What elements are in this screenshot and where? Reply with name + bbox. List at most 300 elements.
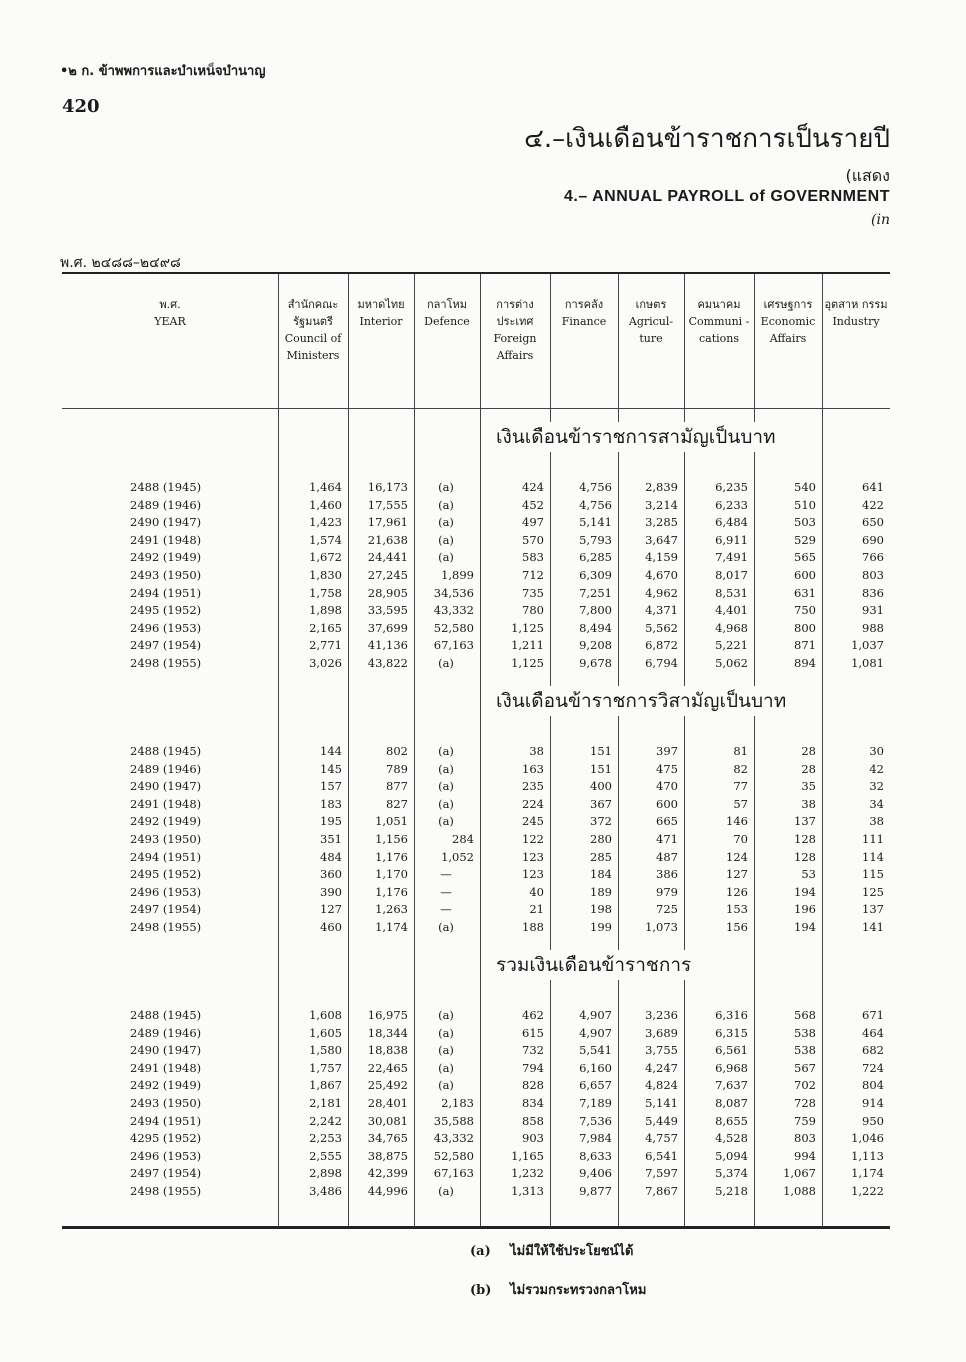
value-cell: 1,051: [375, 814, 408, 829]
value-cell: (a): [438, 1025, 454, 1040]
value-cell: 803: [862, 568, 884, 582]
value-cell: 690: [862, 532, 884, 547]
value-cell: 34: [869, 796, 884, 811]
value-cell: (a): [438, 814, 454, 829]
table-row: [62, 760, 890, 778]
table-row: [62, 1094, 890, 1112]
value-cell: 137: [794, 814, 816, 829]
column-header-thai: คมนาคม: [697, 298, 741, 311]
table-row: [62, 812, 890, 830]
section-title: เงินเดือนข้าราชการวิสามัญเป็นบาท: [492, 686, 790, 716]
year-cell: 2492 (1949): [130, 550, 202, 565]
value-cell: 671: [862, 1008, 884, 1022]
value-cell: 4,401: [715, 603, 748, 618]
value-cell: 53: [801, 867, 816, 882]
table-row: [62, 1041, 890, 1059]
value-cell: 153: [726, 902, 748, 917]
value-cell: 877: [386, 779, 408, 794]
value-cell: 2,771: [309, 638, 342, 653]
value-cell: 284: [452, 832, 474, 846]
value-cell: 127: [320, 902, 342, 917]
table-row: [62, 777, 890, 795]
value-cell: 931: [862, 603, 884, 618]
value-cell: 3,026: [309, 656, 342, 670]
value-cell: 43,332: [433, 603, 474, 618]
value-cell: 21: [529, 902, 544, 917]
year-cell: 2494 (1951): [130, 585, 202, 600]
value-cell: 42: [869, 761, 884, 776]
value-cell: 43,332: [433, 1131, 474, 1146]
column-header-thai: มหาดไทย: [357, 298, 405, 311]
value-cell: 641: [862, 480, 884, 494]
value-cell: 1,423: [309, 515, 342, 530]
column-header: [754, 296, 822, 347]
value-cell: 285: [590, 849, 612, 864]
value-cell: 5,094: [715, 1148, 748, 1163]
table-row: [62, 1147, 890, 1165]
value-cell: 750: [794, 603, 816, 618]
column-header-english: Council of Ministers: [284, 332, 342, 362]
value-cell: 460: [320, 920, 342, 934]
value-cell: 682: [862, 1043, 884, 1058]
value-cell: 2,165: [309, 620, 342, 635]
value-cell: 7,189: [579, 1096, 612, 1110]
table-row: [62, 742, 890, 760]
value-cell: 1,460: [309, 497, 342, 512]
value-cell: 7,800: [579, 603, 612, 618]
value-cell: 24,441: [367, 550, 408, 565]
value-cell: 979: [656, 884, 678, 899]
value-cell: 127: [726, 867, 748, 882]
footnote-text: ไม่มีให้ใช้ประโยชน์ได้: [510, 1244, 634, 1259]
value-cell: 9,877: [579, 1184, 612, 1198]
value-cell: 22,465: [367, 1060, 408, 1075]
table-row: [62, 1006, 890, 1024]
value-cell: 802: [386, 744, 408, 758]
value-cell: 988: [862, 620, 884, 635]
table-row: [62, 636, 890, 654]
value-cell: 2,183: [441, 1096, 474, 1110]
footnotes: [470, 1240, 646, 1318]
value-cell: 1,313: [511, 1184, 544, 1198]
value-cell: 125: [862, 884, 884, 899]
value-cell: 8,633: [579, 1148, 612, 1163]
value-cell: 6,285: [579, 550, 612, 565]
value-cell: 1,176: [375, 884, 408, 899]
value-cell: 18,838: [367, 1043, 408, 1058]
value-cell: 487: [656, 849, 678, 864]
value-cell: 4,962: [645, 585, 678, 600]
value-cell: 2,898: [309, 1166, 342, 1181]
table-row: [62, 1076, 890, 1094]
value-cell: 600: [656, 796, 678, 811]
column-header: [684, 296, 754, 347]
value-cell: —: [440, 902, 452, 917]
value-cell: 17,961: [367, 515, 408, 530]
year-cell: 2490 (1947): [130, 515, 202, 530]
year-cell: 2490 (1947): [130, 779, 202, 794]
value-cell: 67,163: [433, 638, 474, 653]
value-cell: 122: [522, 832, 544, 846]
value-cell: 1,757: [309, 1060, 342, 1075]
table-row: [62, 584, 890, 602]
value-cell: 70: [733, 832, 748, 846]
column-header-english: Defence: [424, 315, 470, 328]
value-cell: 6,315: [715, 1025, 748, 1040]
value-cell: 422: [862, 497, 884, 512]
value-cell: 1,125: [511, 620, 544, 635]
column-header-english: Industry: [832, 315, 880, 328]
value-cell: 6,484: [715, 515, 748, 530]
value-cell: 568: [794, 1008, 816, 1022]
value-cell: 4,824: [645, 1078, 678, 1093]
value-cell: (a): [438, 1184, 454, 1198]
value-cell: 4,247: [645, 1060, 678, 1075]
value-cell: 1,156: [375, 832, 408, 846]
value-cell: 5,562: [645, 620, 678, 635]
column-header: [822, 296, 890, 330]
value-cell: 360: [320, 867, 342, 882]
value-cell: 462: [522, 1008, 544, 1022]
value-cell: 538: [794, 1025, 816, 1040]
value-cell: 903: [522, 1131, 544, 1146]
value-cell: 5,793: [579, 532, 612, 547]
value-cell: 16,975: [367, 1008, 408, 1022]
value-cell: 570: [522, 532, 544, 547]
value-cell: 800: [794, 620, 816, 635]
value-cell: 828: [522, 1078, 544, 1093]
value-cell: 871: [794, 638, 816, 653]
header-divider: [62, 408, 890, 409]
year-cell: 2493 (1950): [130, 1096, 202, 1110]
value-cell: 1,113: [851, 1148, 884, 1163]
table-row: [62, 865, 890, 883]
value-cell: (a): [438, 1078, 454, 1093]
value-cell: 3,214: [645, 497, 678, 512]
value-cell: 6,309: [579, 568, 612, 582]
value-cell: 194: [794, 884, 816, 899]
column-header-english: Finance: [561, 315, 607, 328]
value-cell: 2,555: [309, 1148, 342, 1163]
column-header-english: YEAR: [154, 315, 186, 328]
year-cell: 2496 (1953): [130, 620, 202, 635]
value-cell: (a): [438, 779, 454, 794]
value-cell: 1,052: [441, 849, 474, 864]
value-cell: 1,176: [375, 849, 408, 864]
value-cell: 950: [862, 1113, 884, 1128]
value-cell: 510: [794, 497, 816, 512]
value-cell: 1,574: [309, 532, 342, 547]
value-cell: 1,232: [511, 1166, 544, 1181]
value-cell: —: [440, 884, 452, 899]
column-header: [62, 296, 278, 330]
value-cell: 157: [320, 779, 342, 794]
value-cell: 503: [794, 515, 816, 530]
value-cell: 224: [522, 796, 544, 811]
value-cell: 128: [794, 832, 816, 846]
value-cell: 6,235: [715, 480, 748, 494]
value-cell: 5,449: [645, 1113, 678, 1128]
value-cell: 665: [656, 814, 678, 829]
table-row: [62, 513, 890, 531]
value-cell: 1,088: [783, 1184, 816, 1198]
value-cell: 1,605: [309, 1025, 342, 1040]
value-cell: 123: [522, 849, 544, 864]
value-cell: 30,081: [367, 1113, 408, 1128]
table-row: [62, 654, 890, 672]
value-cell: 28: [801, 761, 816, 776]
payroll-table: [62, 272, 890, 1229]
value-cell: 6,160: [579, 1060, 612, 1075]
value-cell: 82: [733, 761, 748, 776]
value-cell: 702: [794, 1078, 816, 1093]
table-row: [62, 566, 890, 584]
value-cell: 77: [733, 779, 748, 794]
value-cell: 1,170: [375, 867, 408, 882]
value-cell: 452: [522, 497, 544, 512]
year-cell: 2496 (1953): [130, 884, 202, 899]
value-cell: 115: [862, 867, 884, 882]
value-cell: 33,595: [367, 603, 408, 618]
value-cell: (a): [438, 1008, 454, 1022]
table-row: [62, 900, 890, 918]
table-title-thai: ๔.–เงินเดือนข้าราชการเป็นรายปี: [524, 124, 890, 154]
value-cell: 1,211: [511, 638, 544, 653]
value-cell: 1,758: [309, 585, 342, 600]
year-cell: 2489 (1946): [130, 761, 202, 776]
value-cell: 1,067: [783, 1166, 816, 1181]
column-header-english: Foreign Affairs: [493, 332, 537, 362]
value-cell: 567: [794, 1060, 816, 1075]
value-cell: 1,037: [851, 638, 884, 653]
value-cell: 5,062: [715, 656, 748, 670]
value-cell: (a): [438, 744, 454, 758]
value-cell: 7,867: [645, 1184, 678, 1198]
value-cell: 789: [386, 761, 408, 776]
value-cell: 195: [320, 814, 342, 829]
value-cell: 4,968: [715, 620, 748, 635]
value-cell: 565: [794, 550, 816, 565]
value-cell: 37,699: [367, 620, 408, 635]
value-cell: 397: [656, 744, 678, 758]
column-header-english: Communi -cations: [688, 315, 750, 345]
year-cell: 2491 (1948): [130, 796, 202, 811]
value-cell: 836: [862, 585, 884, 600]
value-cell: 52,580: [433, 1148, 474, 1163]
value-cell: 8,655: [715, 1113, 748, 1128]
value-cell: (a): [438, 1043, 454, 1058]
value-cell: 4,907: [579, 1025, 612, 1040]
column-header-english: Interior: [359, 315, 403, 328]
value-cell: 735: [522, 585, 544, 600]
column-header: [278, 296, 348, 364]
value-cell: 67,163: [433, 1166, 474, 1181]
value-cell: 390: [320, 884, 342, 899]
value-cell: 38: [869, 814, 884, 829]
value-cell: 1,222: [851, 1184, 884, 1198]
column-header-thai: เกษตร: [635, 298, 667, 311]
value-cell: 9,406: [579, 1166, 612, 1181]
value-cell: 4,757: [645, 1131, 678, 1146]
value-cell: 38,875: [367, 1148, 408, 1163]
table-row: [62, 496, 890, 514]
value-cell: 81: [733, 744, 748, 758]
value-cell: 475: [656, 761, 678, 776]
value-cell: 4,907: [579, 1008, 612, 1022]
value-cell: 6,794: [645, 656, 678, 670]
table-row: [62, 883, 890, 901]
year-cell: 2491 (1948): [130, 532, 202, 547]
value-cell: 1,081: [851, 656, 884, 670]
running-header: •๒ ก. ข้าพพการและบำเหน็จบำนาญ: [60, 64, 266, 79]
value-cell: 124: [726, 849, 748, 864]
value-cell: 794: [522, 1060, 544, 1075]
value-cell: 3,647: [645, 532, 678, 547]
value-cell: 5,221: [715, 638, 748, 653]
value-cell: 17,555: [367, 497, 408, 512]
value-cell: 650: [862, 515, 884, 530]
value-cell: 759: [794, 1113, 816, 1128]
value-cell: 111: [862, 832, 884, 846]
table-row: [62, 1164, 890, 1182]
table-title-english: 4.– ANNUAL PAYROLL of GOVERNMENT: [564, 188, 890, 205]
table-row: [62, 531, 890, 549]
value-cell: 38: [801, 796, 816, 811]
value-cell: 8,017: [715, 568, 748, 582]
value-cell: 3,285: [645, 515, 678, 530]
value-cell: 34,765: [367, 1131, 408, 1146]
value-cell: 1,899: [441, 568, 474, 582]
year-cell: 2493 (1950): [130, 568, 202, 582]
year-cell: 2491 (1948): [130, 1060, 202, 1075]
value-cell: 484: [320, 849, 342, 864]
value-cell: 151: [590, 761, 612, 776]
column-header-thai: การคลัง: [564, 298, 604, 311]
value-cell: 2,181: [309, 1096, 342, 1110]
value-cell: 7,251: [579, 585, 612, 600]
year-cell: 2490 (1947): [130, 1043, 202, 1058]
table-subtitle-english: (in: [871, 212, 890, 228]
value-cell: 5,541: [579, 1043, 612, 1058]
value-cell: 6,911: [715, 532, 748, 547]
value-cell: 1,125: [511, 656, 544, 670]
value-cell: 470: [656, 779, 678, 794]
column-header-thai: พ.ศ.: [159, 298, 181, 311]
value-cell: 189: [590, 884, 612, 899]
year-cell: 2488 (1945): [130, 480, 202, 494]
year-cell: 2494 (1951): [130, 1113, 202, 1128]
value-cell: 894: [794, 656, 816, 670]
year-cell: 2496 (1953): [130, 1148, 202, 1163]
year-cell: 2497 (1954): [130, 638, 202, 653]
value-cell: 1,580: [309, 1043, 342, 1058]
column-header: [348, 296, 414, 330]
year-range: พ.ศ. ๒๔๘๘–๒๔๙๘: [60, 255, 181, 271]
value-cell: 4,371: [645, 603, 678, 618]
value-cell: 4,528: [715, 1131, 748, 1146]
value-cell: 52,580: [433, 620, 474, 635]
value-cell: 5,218: [715, 1184, 748, 1198]
value-cell: 7,637: [715, 1078, 748, 1093]
value-cell: 43,822: [367, 656, 408, 670]
value-cell: 464: [862, 1025, 884, 1040]
value-cell: 914: [862, 1096, 884, 1110]
value-cell: 5,374: [715, 1166, 748, 1181]
value-cell: 27,245: [367, 568, 408, 582]
value-cell: 126: [726, 884, 748, 899]
year-cell: 2492 (1949): [130, 814, 202, 829]
value-cell: 4,756: [579, 497, 612, 512]
value-cell: 732: [522, 1043, 544, 1058]
value-cell: 803: [794, 1131, 816, 1146]
value-cell: 367: [590, 796, 612, 811]
value-cell: 25,492: [367, 1078, 408, 1093]
value-cell: 725: [656, 902, 678, 917]
value-cell: 4,670: [645, 568, 678, 582]
value-cell: 5,141: [645, 1096, 678, 1110]
table-row: [62, 548, 890, 566]
value-cell: 804: [862, 1078, 884, 1093]
value-cell: 7,536: [579, 1113, 612, 1128]
value-cell: 1,263: [375, 902, 408, 917]
value-cell: 34,536: [433, 585, 474, 600]
value-cell: 386: [656, 867, 678, 882]
value-cell: 6,316: [715, 1008, 748, 1022]
year-cell: 2488 (1945): [130, 1008, 202, 1022]
value-cell: 1,867: [309, 1078, 342, 1093]
year-cell: 2495 (1952): [130, 867, 202, 882]
column-header-thai: เศรษฐการ: [763, 298, 813, 311]
value-cell: 424: [522, 480, 544, 494]
table-row: [62, 795, 890, 813]
value-cell: 400: [590, 779, 612, 794]
table-row: [62, 1112, 890, 1130]
column-header-english: Economic Affairs: [760, 315, 816, 345]
value-cell: 6,968: [715, 1060, 748, 1075]
value-cell: 141: [862, 920, 884, 934]
column-header-thai: อุตสาห กรรม: [824, 298, 888, 311]
value-cell: 724: [862, 1060, 884, 1075]
value-cell: (a): [438, 920, 454, 934]
value-cell: 1,073: [645, 920, 678, 934]
year-cell: 2497 (1954): [130, 1166, 202, 1181]
value-cell: 156: [726, 920, 748, 934]
value-cell: 372: [590, 814, 612, 829]
value-cell: 196: [794, 902, 816, 917]
value-cell: 5,141: [579, 515, 612, 530]
value-cell: 38: [529, 744, 544, 758]
value-cell: 137: [862, 902, 884, 917]
value-cell: 728: [794, 1096, 816, 1110]
value-cell: 9,678: [579, 656, 612, 670]
year-cell: 2498 (1955): [130, 1184, 202, 1198]
year-cell: 4295 (1952): [130, 1131, 202, 1146]
column-header-thai: การต่าง ประเทศ: [496, 298, 534, 328]
value-cell: 1,898: [309, 603, 342, 618]
table-row: [62, 918, 890, 936]
table-subtitle-thai: (แสดง: [845, 166, 890, 185]
value-cell: 827: [386, 796, 408, 811]
year-cell: 2489 (1946): [130, 1025, 202, 1040]
value-cell: —: [440, 867, 452, 882]
value-cell: 994: [794, 1148, 816, 1163]
value-cell: 712: [522, 568, 544, 582]
value-cell: 146: [726, 814, 748, 829]
value-cell: 351: [320, 832, 342, 846]
value-cell: 35: [801, 779, 816, 794]
value-cell: 8,087: [715, 1096, 748, 1110]
table-row: [62, 830, 890, 848]
